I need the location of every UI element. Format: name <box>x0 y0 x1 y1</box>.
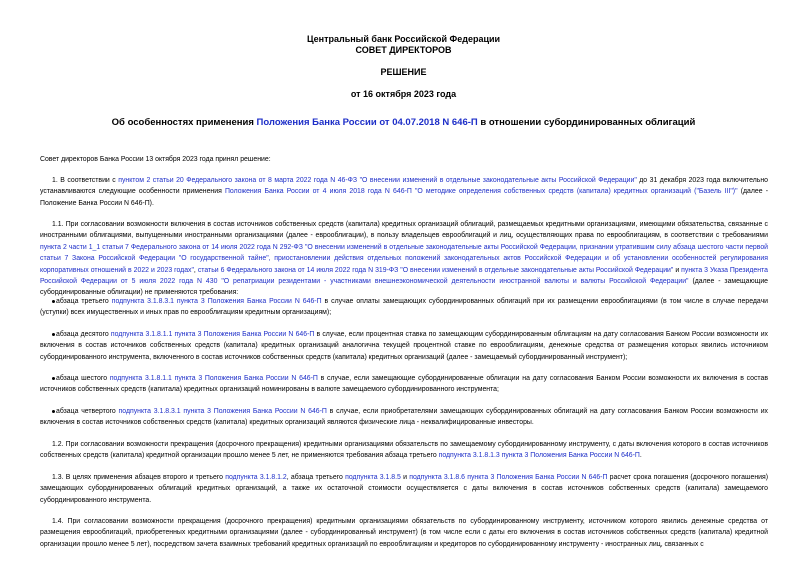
regulation-646p-link[interactable]: Положения Банка России от 4 июля 2018 года N 646-П "О методике определения собственных средств (капитала) кредитных организаций ("Базель III")" <box>224 188 738 196</box>
decree-430-link[interactable]: пункта 3 Указа Президента Российской Федерации от 5 июля 2022 года N 430 "О репатриации резидентами - участниками внешнеэкономической деятельности иностранной валюты и валюты Российской Федерации" <box>40 266 768 286</box>
paragraph-1-4 <box>40 516 768 550</box>
bullet-icon <box>52 377 55 380</box>
decision-heading: РЕШЕНИЕ <box>380 67 427 77</box>
text: абзаца третьего <box>56 298 112 305</box>
title-text: Об особенностях применения <box>111 117 257 128</box>
text: , абзаца третьего <box>286 474 346 481</box>
paragraph-1-3 <box>40 472 768 506</box>
bullet-3 <box>40 373 768 396</box>
text: и <box>673 266 682 274</box>
text: , <box>193 266 198 274</box>
bullet-2 <box>40 329 768 363</box>
paragraph-1-2 <box>40 439 768 462</box>
text: 1.1. При согласовании возможности включения в состав источников собственных средств (капитала) кредитных организаций облигаций, размещаемых кредитными организациями, имеющими обязательства, связанные с иностранными облигациями, выпущенными иностранными организациями (далее - еврооблигации), в пользу владельцев еврооблигаций и лиц, осуществляющих права по еврооблигациям, в соответствии с требованиями <box>40 221 768 240</box>
text: . <box>639 452 642 460</box>
text: абзаца шестого <box>56 375 110 382</box>
bullet-icon <box>52 410 55 413</box>
board-name: СОВЕТ ДИРЕКТОРОВ <box>355 45 452 55</box>
bullet-4 <box>40 406 768 429</box>
text: (далее - Положение Банка России N 646-П). <box>40 188 769 207</box>
bullet-icon <box>52 300 55 303</box>
title-text-end: в отношении субординированных облигаций <box>477 117 696 128</box>
text: в случае, если замещающие субординированные облигации на дату согласования Банком России возможности их включения в состав источников собственных средств (капитала) кредитных организаций номинированы в валюте замещаемого субординированного инструмента; <box>40 375 768 394</box>
text: абзаца четвертого <box>56 408 119 415</box>
subclause-link[interactable]: подпункта 3.1.8.1.1 пункта 3 Положения Банка России N 646-П <box>110 331 315 338</box>
subclause-link[interactable]: подпункта 3.1.8.3.1 пункта 3 Положения Банка России N 646-П <box>118 408 327 415</box>
subclause-link[interactable]: подпункта 3.1.8.1.2 <box>225 474 287 481</box>
subclause-link[interactable]: подпункта 3.1.8.1.1 пункта 3 Положения Банка России N 646-П <box>109 375 318 382</box>
paragraph-1-1 <box>40 219 768 299</box>
text: 1.4. При согласовании возможности прекращения (досрочного прекращения) кредитными организациями обязательств по субординированному инструменту, источником которого явились денежные средства от размещения еврооблигаций, приобретенных кредитными организациями (далее - субординированный инструмент) (в том числе если с даты его включения в состав источников собственных средств (капитала) кредитной организации прошло менее 5 лет), посредством зачета взаимных требований кредитных организаций по еврооблигациям и кредиторов по субординированному инструменту - иностранных лиц, связанных с <box>40 518 768 548</box>
intro-paragraph: Совет директоров Банка России 13 октября 2023 года принял решение: <box>40 156 271 163</box>
title-regulation-link[interactable]: Положения Банка России от 04.07.2018 N 646-П <box>256 117 478 128</box>
text: (далее - замещающие субординированные облигации) не применяются требования: <box>40 278 768 297</box>
text: в случае оплаты замещающих субординированных облигаций при их размещении еврооблигациями (в том числе в случае передачи (уступки) всех имущественных и иных прав по еврооблигациям кредитным организациям); <box>40 298 769 317</box>
text: абзаца десятого <box>56 331 111 338</box>
text: 1. В соответствии с <box>52 177 119 184</box>
text: 1.3. В целях применения абзацев второго и третьего <box>52 474 226 481</box>
bullet-icon <box>52 333 55 336</box>
subclause-link[interactable]: подпункта 3.1.8.3.1 пункта 3 Положения Банка России N 646-П <box>111 298 322 305</box>
text: до 31 декабря 2023 года включительно устанавливаются следующие особенности применения <box>40 177 768 196</box>
text: и <box>400 474 410 481</box>
text: в случае, если приобретателями замещающих субординированных облигаций на дату согласования Банком России возможности их включения в состав источников собственных средств (капитала) кредитных организаций являются физические лица - неквалифицированные инвесторы. <box>40 408 769 427</box>
subclause-link[interactable]: подпункта 3.1.8.5 <box>345 474 401 481</box>
text: в случае, если процентная ставка по замещающим субординированным облигациям на дату согласования Банком России возможности их включения в состав источников собственных средств (капитала) кредитных организаций аналогична текущей процентной ставке по еврооблигациям, денежные средства от размещения которых явились источником субординированного инструмента, включенного в состав источников собственных средств (капитала) кредитных организаций (далее - замещаемый субординированный инструмент); <box>40 331 768 361</box>
paragraph-1 <box>40 175 768 209</box>
decision-date: от 16 октября 2023 года <box>350 89 457 99</box>
bullet-1 <box>40 296 768 319</box>
law-319fz-link[interactable]: статьи 6 Федерального закона от 14 июля 2022 года N 319-ФЗ "О внесении изменений в отдельные законодательные акты Российской Федерации" <box>197 266 674 274</box>
text: 1.2. При согласовании возможности прекращения (досрочного прекращения) кредитными организациями обязательств по замещаемому субординированному инструменту, с даты включения которого в состав источников собственных средств (капитала) кредитной организации прошло менее 5 лет, не применяются требования абзаца третьего <box>40 441 768 460</box>
text: расчет срока погашения (досрочного погашения) замещающих субординированных облигаций кредитных организаций, а также их остаточной стоимости осуществляется с даты включения в состав источников собственных средств (капитала) замещаемого субординированного инструмента. <box>40 474 768 504</box>
document-title <box>0 117 807 128</box>
subclause-link[interactable]: подпункта 3.1.8.1.3 пункта 3 Положения Банка России N 646-П <box>438 452 640 460</box>
issuer-name: Центральный банк Российской Федерации <box>306 34 501 44</box>
subclause-link[interactable]: подпункта 3.1.8.6 пункта 3 Положения Банка России N 646-П <box>409 474 608 481</box>
law-292fz-link[interactable]: пункта 2 части 1_1 статьи 7 Федерального закона от 14 июля 2022 года N 292-ФЗ "О внесении изменений в отдельные законодательные акты Российской Федерации, признании утратившим силу абзаца шестого части первой статьи 7 Закона Российской Федерации "О государственной тайне", приостановлении действия отдельных положений законодательных актов Российской Федерации и об установлении особенностей регулирования корпоративных отношений в 2022 и 2023 годах" <box>40 243 768 274</box>
law-46fz-link[interactable]: пунктом 2 статьи 20 Федерального закона от 8 марта 2022 года N 46-ФЗ "О внесении изменений в отдельные законодательные акты Российской Федерации" <box>118 177 637 184</box>
